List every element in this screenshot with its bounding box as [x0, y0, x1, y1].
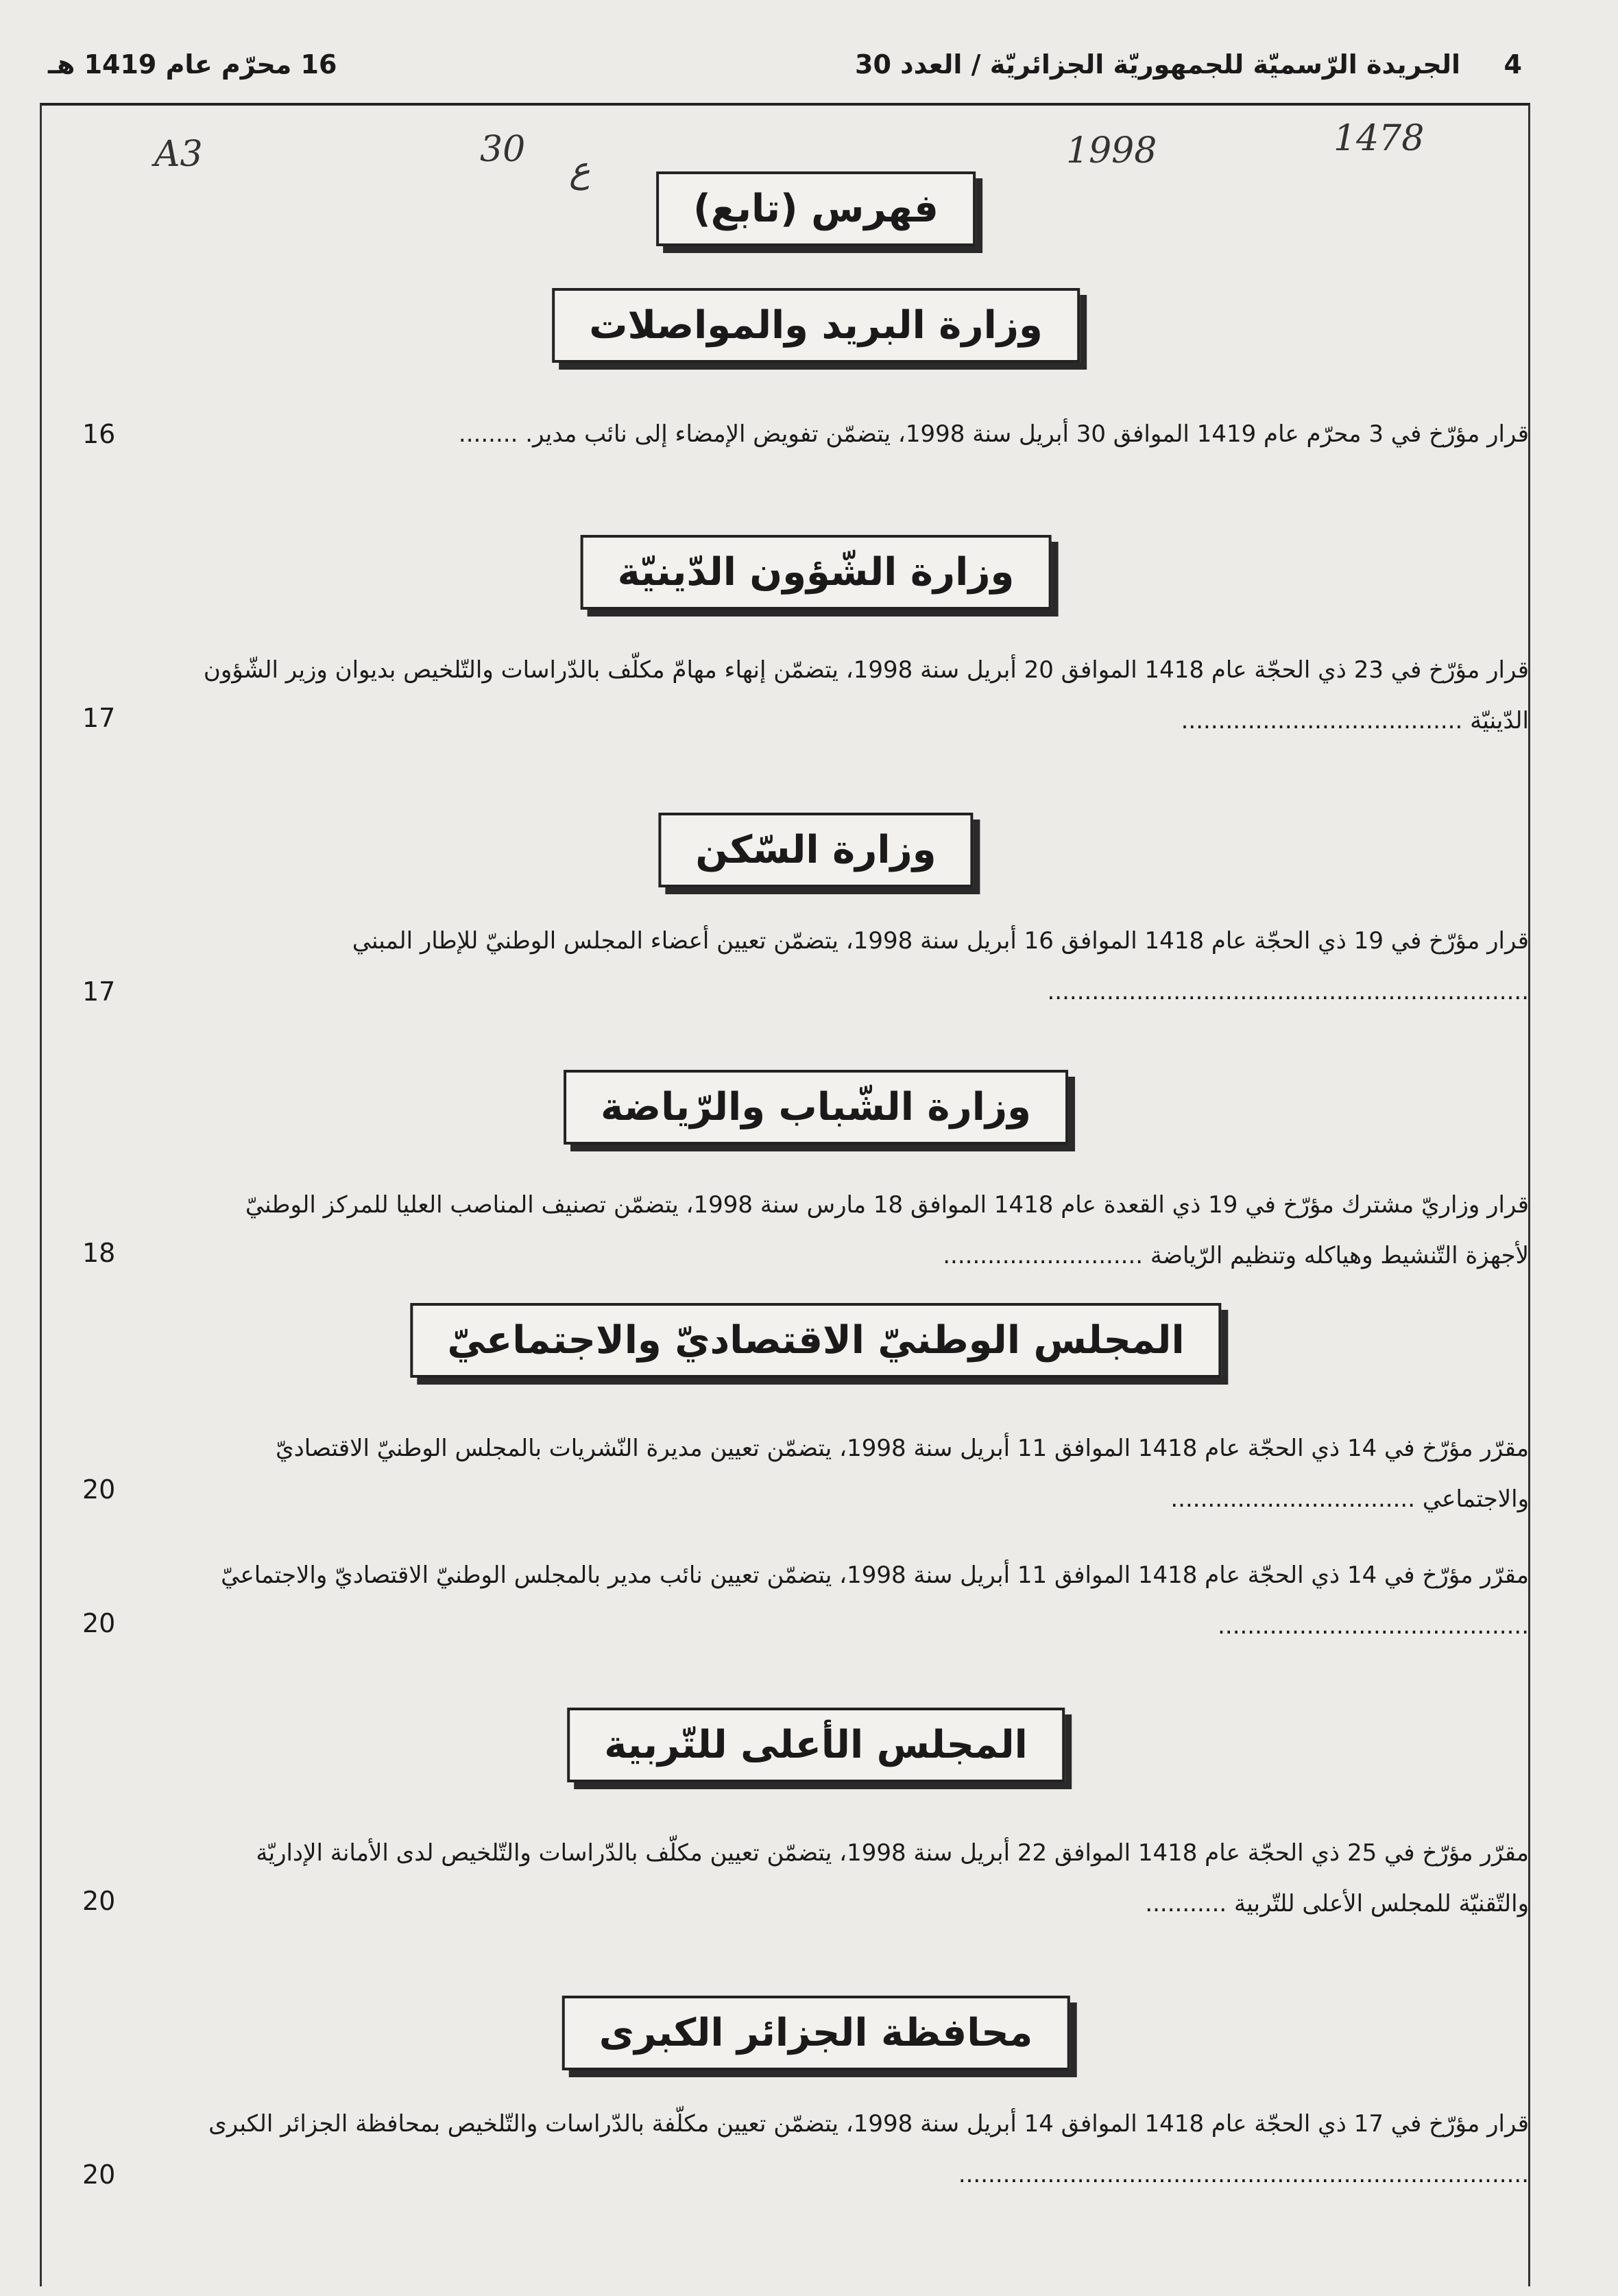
toc-entry [82, 1828, 1529, 1929]
section-title-greater-algiers: محافظة الجزائر الكبرى [562, 1996, 1070, 2070]
toc-entry [82, 409, 1529, 459]
leader-dots: ........ [458, 420, 518, 448]
section-title-post: وزارة البريد والمواصلات [552, 288, 1080, 363]
handwritten-note-e: 1478 [1333, 118, 1425, 159]
leader-dots: ........................... [943, 1242, 1144, 1269]
leader-dots: .......................................... [1218, 1612, 1529, 1640]
header-date: 16 محرّم عام 1419 هـ [48, 49, 337, 80]
section-title-youth-sports: وزارة الشّباب والرّياضة [564, 1070, 1068, 1145]
entry-page-number: 20 [82, 1474, 116, 1505]
entry-page-number: 20 [82, 1608, 116, 1638]
page-header [41, 36, 1522, 97]
handwritten-note-b: 30 [480, 129, 526, 170]
entry-page-number: 17 [82, 703, 116, 733]
index-title: فهرس (تابع) [656, 171, 976, 246]
toc-entry [82, 1180, 1529, 1281]
gazette-title: الجريدة الرّسميّة للجمهوريّة الجزائريّة / العدد 30 [855, 49, 1460, 80]
toc-entry [82, 1550, 1529, 1651]
toc-entry [82, 645, 1529, 746]
toc-entry [82, 1423, 1529, 1524]
entry-text: قرار مؤرّخ في 19 ذي الحجّة عام 1418 الموافق 16 أبريل سنة 1998، يتضمّن تعيين أعضاء المجلس الوطنيّ للإطار المبني [352, 927, 1529, 955]
section-title-higher-education-council: المجلس الأعلى للتّربية [567, 1708, 1065, 1782]
leader-dots: ........... [1145, 1890, 1227, 1917]
leader-dots: ............................................................................. [958, 2161, 1529, 2188]
leader-dots: ...................................... [1181, 707, 1463, 734]
entry-text: قرار مؤرّخ في 23 ذي الحجّة عام 1418 الموافق 20 أبريل سنة 1998، يتضمّن إنهاء مهامّ مكلّف بالدّراسات والتّلخيص بديوان وزير الشّؤون الدّينيّة [203, 656, 1529, 734]
entry-text: قرار مؤرّخ في 3 محرّم عام 1419 الموافق 30 أبريل سنة 1998، يتضمّن تفويض الإمضاء إلى نائب مدير. [525, 420, 1529, 448]
handwritten-note-c: ع [569, 150, 591, 191]
entry-page-number: 18 [82, 1238, 116, 1268]
handwritten-note-d: 1998 [1066, 130, 1157, 171]
handwritten-note-a: A3 [154, 134, 203, 175]
entry-text: مقرّر مؤرّخ في 14 ذي الحجّة عام 1418 الموافق 11 أبريل سنة 1998، يتضمّن تعيين نائب مدير بالمجلس الوطنيّ الاقتصاديّ والاجتماعيّ [221, 1562, 1529, 1589]
section-title-economic-social-council: المجلس الوطنيّ الاقتصاديّ والاجتماعيّ [410, 1303, 1221, 1378]
leader-dots: ................................. [1170, 1485, 1415, 1513]
page-number: 4 [1504, 49, 1522, 80]
section-title-housing: وزارة السّكن [658, 813, 973, 887]
leader-dots: ................................................................. [1047, 978, 1529, 1005]
entry-page-number: 17 [82, 977, 116, 1007]
entry-text: قرار مؤرّخ في 17 ذي الحجّة عام 1418 الموافق 14 أبريل سنة 1998، يتضمّن تعيين مكلّفة بالدّراسات والتّلخيص بمحافظة الجزائر الكبرى [208, 2110, 1529, 2138]
entry-page-number: 20 [82, 2160, 116, 2190]
entry-text: مقرّر مؤرّخ في 14 ذي الحجّة عام 1418 الموافق 11 أبريل سنة 1998، يتضمّن تعيين مديرة النّشريات بالمجلس الوطنيّ الاقتصاديّ والاجتماعي [275, 1435, 1529, 1513]
entry-text: مقرّر مؤرّخ في 25 ذي الحجّة عام 1418 الموافق 22 أبريل سنة 1998، يتضمّن تعيين مكلّف بالدّراسات والتّلخيص لدى الأمانة الإداريّة والتّقنيّة للمجلس الأعلى للتّربية [256, 1839, 1529, 1917]
entry-page-number: 20 [82, 1886, 116, 1916]
entry-page-number: 16 [82, 419, 116, 449]
toc-entry [82, 916, 1529, 1017]
toc-entry [82, 2098, 1529, 2200]
section-title-religious-affairs: وزارة الشّؤون الدّينيّة [581, 535, 1052, 610]
entry-text: قرار وزاريّ مشترك مؤرّخ في 19 ذي القعدة عام 1418 الموافق 18 مارس سنة 1998، يتضمّن تصنيف المناصب العليا للمركز الوطنيّ لأجهزة التّنشيط وهياكله وتنظيم الرّياضة [245, 1191, 1529, 1269]
